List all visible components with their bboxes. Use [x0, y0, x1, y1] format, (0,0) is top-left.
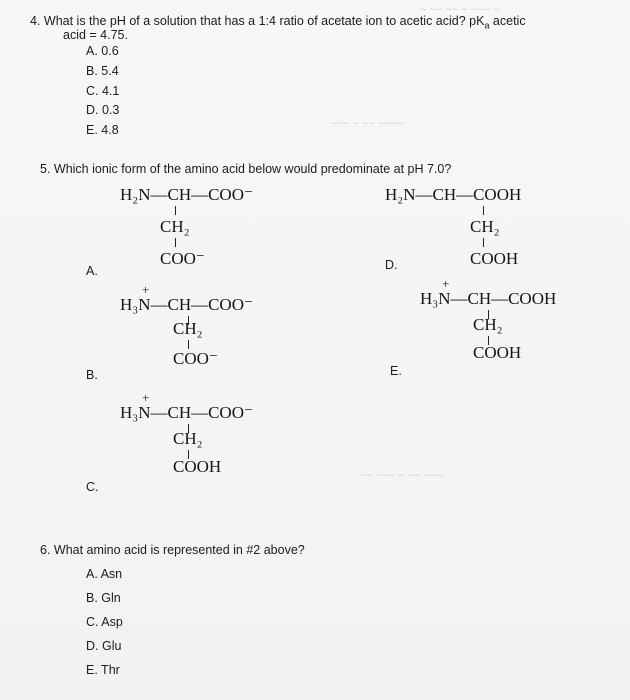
q5-option-d-label[interactable]: D.	[385, 258, 398, 272]
structure-row-3: COO⁻	[173, 349, 218, 368]
q5-option-a-label[interactable]: A.	[86, 264, 98, 278]
charge-plus: +	[142, 390, 150, 405]
structure-row-1: H₃N—CH—COO⁻	[120, 295, 253, 314]
q4-option-d[interactable]: D. 0.3	[86, 103, 120, 117]
q6-option-c[interactable]: C. Asp	[86, 615, 123, 629]
q6-option-d[interactable]: D. Glu	[86, 639, 122, 653]
q6-option-e[interactable]: E. Thr	[86, 663, 120, 677]
q5-option-e-label[interactable]: E.	[390, 364, 402, 378]
structure-row-3: COOH	[470, 249, 519, 268]
q6-option-b[interactable]: B. Gln	[86, 591, 121, 605]
structure-row-3: COOH	[473, 343, 522, 362]
bond-line	[175, 238, 176, 247]
structure-row-2: CH₂	[173, 319, 203, 338]
structure-row-3: COO⁻	[160, 249, 205, 268]
q4-option-e[interactable]: E. 4.8	[86, 123, 119, 137]
bleed-through: ~ ~~ ~~ ~ ~~~ ~	[420, 4, 500, 16]
question-5-text: 5. Which ionic form of the amino acid below would predominate at pH 7.0?	[40, 162, 452, 176]
bond-line	[483, 206, 484, 215]
structure-row-2: CH₂	[470, 217, 500, 236]
q4-option-b[interactable]: B. 5.4	[86, 64, 119, 78]
structure-row-2: CH₂	[160, 217, 190, 236]
bond-line	[188, 340, 189, 349]
structure-row-1: H₂N—CH—COO⁻	[120, 185, 253, 204]
bond-line	[483, 238, 484, 247]
question-6-text: 6. What amino acid is represented in #2 above?	[40, 543, 305, 557]
structure-row-2: CH₂	[173, 429, 203, 448]
q6-option-a[interactable]: A. Asn	[86, 567, 123, 581]
structure-row-1: H₃N—CH—COO⁻	[120, 403, 253, 422]
structure-row-1: H₂N—CH—COOH	[385, 185, 522, 204]
bleed-through: ~~~ ~ ~~ ~~~~	[330, 118, 404, 130]
structure-row-1: H₃N—CH—COOH	[420, 289, 557, 308]
q5-option-c-label[interactable]: C.	[86, 480, 99, 494]
structure-row-2: CH₂	[473, 315, 503, 334]
question-4-text-cont: acid = 4.75.	[63, 28, 128, 42]
charge-plus: +	[442, 276, 450, 291]
q4-option-a[interactable]: A. 0.6	[86, 44, 119, 58]
bond-line	[175, 206, 176, 215]
q5-option-b-label[interactable]: B.	[86, 368, 98, 382]
structure-row-3: COOH	[173, 457, 222, 476]
bleed-through: ~~ ~~~ ~ ~~ ~~~	[360, 470, 443, 482]
q4-option-c[interactable]: C. 4.1	[86, 84, 120, 98]
charge-plus: +	[142, 282, 150, 297]
question-4-text: 4. What is the pH of a solution that has a 1:4 ratio of acetate ion to acetic acid? $pK_a$ acetic	[30, 14, 526, 31]
